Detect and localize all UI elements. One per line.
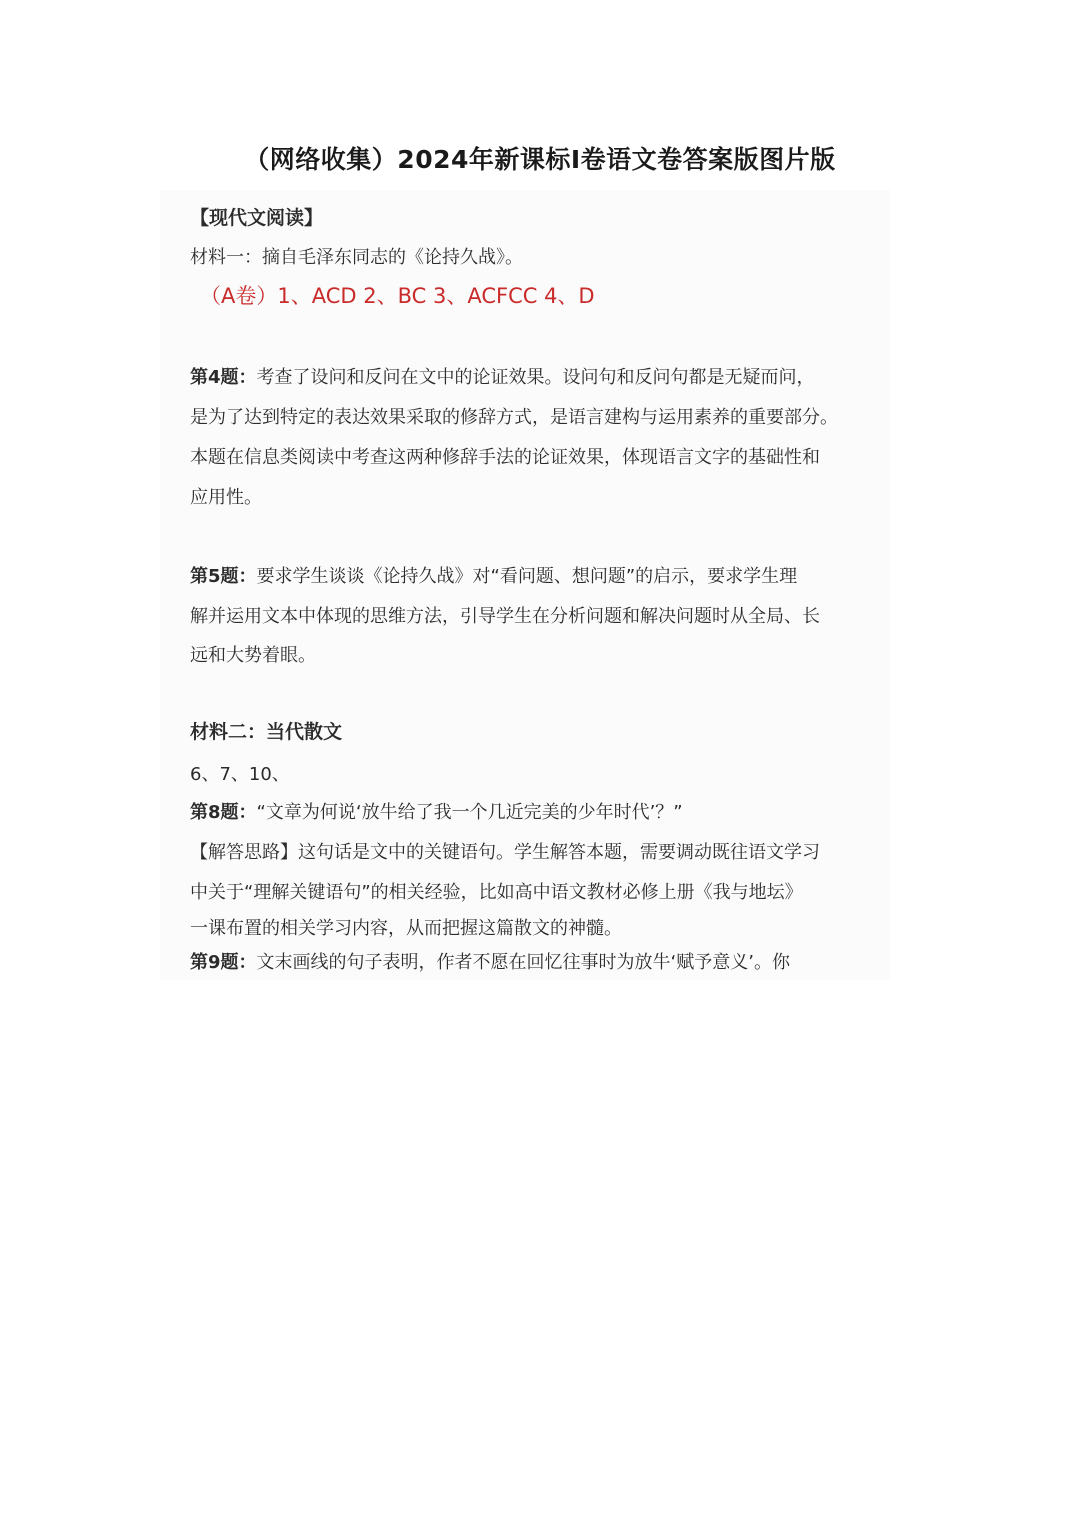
q9-text: 文末画线的句子表明，作者不愿在回忆往事时为放牛‘赋予意义’。你 [256,952,790,973]
analysis-text-2: 中关于“理解关键语句”的相关经验，比如高中语文教材必修上册《我与地坛》 [190,882,803,903]
analysis-text-3: 一课布置的相关学习内容，从而把握这篇散文的神髓。 [190,918,622,939]
q4-text-3: 本题在信息类阅读中考查这两种修辞手法的论证效果，体现语言文字的基础性和 [190,447,820,468]
q8-text: “文章为何说‘放牛给了我一个几近完美的少年时代’？” [256,802,683,823]
q9-line [190,948,790,974]
q8-label: 第8题： [190,802,257,823]
q5-text-3: 远和大势着眼。 [190,645,316,666]
q4-label: 第4题： [190,367,257,388]
material1-answers: （A卷）1、ACD 2、BC 3、ACFCC 4、D [200,284,595,308]
q5-text-1: 要求学生谈谈《论持久战》对“看问题、想问题”的启示，要求学生理 [256,566,798,587]
section-heading: 【现代文阅读】 [190,207,324,229]
q4-line-1 [190,363,815,389]
q9-label: 第9题： [190,952,257,973]
q5-line-1 [190,562,797,588]
q4-text-1: 考查了设问和反问在文中的论证效果。设问句和反问句都是无疑而问， [256,367,815,388]
q5-label: 第5题： [190,566,257,587]
material1-label: 材料一：摘自毛泽东同志的《论持久战》。 [190,247,523,268]
analysis-text-1: 这句话是文中的关键语句。学生解答本题，需要调动既往语文学习 [298,842,820,863]
material2-label: 材料二：当代散文 [190,721,343,743]
q4-text-2: 是为了达到特定的表达效果采取的修辞方式，是语言建构与运用素养的重要部分。 [190,407,838,428]
q8-line [190,798,683,824]
material2-numbers: 6、7、10、 [190,764,290,785]
q4-text-4: 应用性。 [190,487,262,508]
analysis-line-1 [190,838,820,864]
document-title: （网络收集）2024年新课标Ⅰ卷语文卷答案版图片版 [244,145,836,174]
q5-text-2: 解并运用文本中体现的思维方法，引导学生在分析问题和解决问题时从全局、长 [190,606,820,627]
analysis-label: 【解答思路】 [190,842,298,863]
